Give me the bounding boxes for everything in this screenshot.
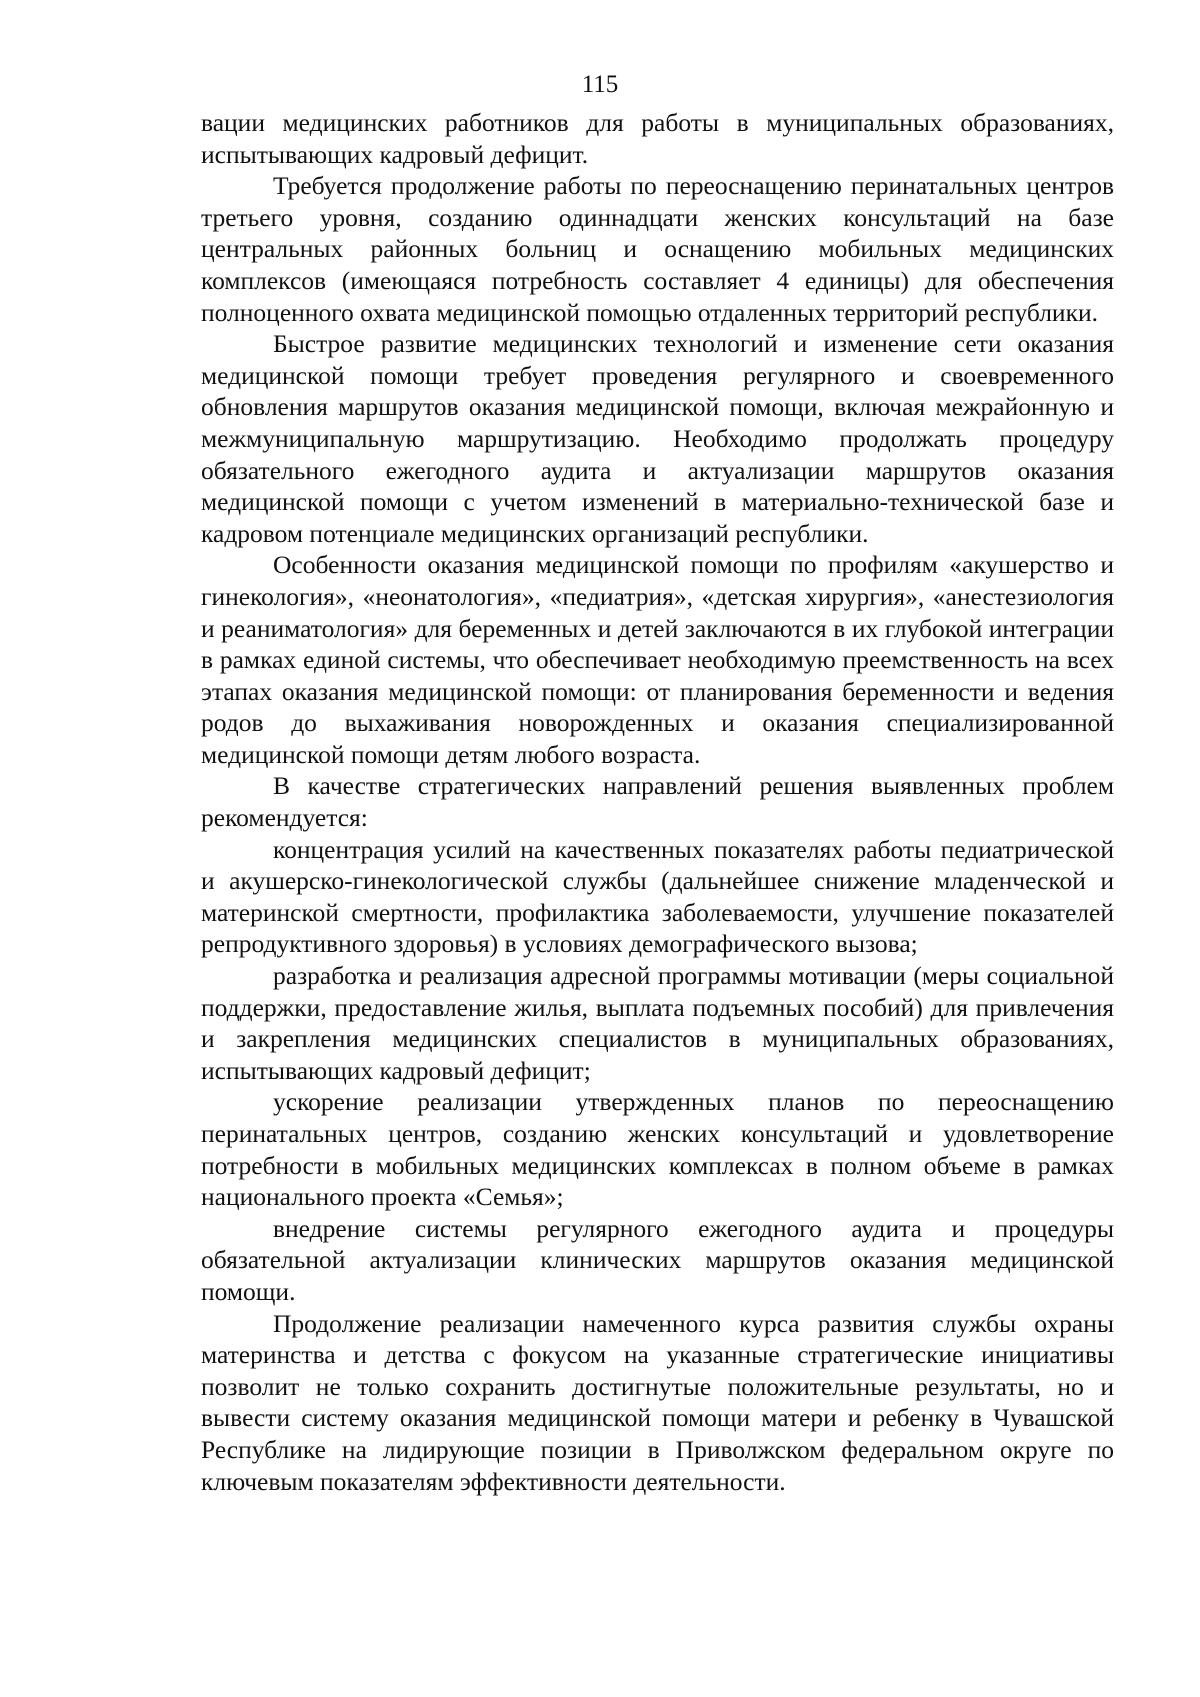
list-item-audit-system: внедрение системы регулярного ежегодного аудита и процедуры обязательной актуализации клинических маршрутов оказания медицинской помощи. (201, 1213, 1114, 1306)
list-item-motivation-program: разработка и реализация адресной программы мотивации (меры социальной поддержки, предоставление жилья, выплата подъемных пособий) для привлечения и закрепления медицинских специалистов в муниципальных образованиях, испытывающих кадровый дефицит; (201, 961, 1114, 1085)
list-item-quality-indicators: концентрация усилий на качественных показателях работы педиатрической и акушерско-гинекологической службы (дальнейшее снижение младенческой и материнской смертности, профилактика заболеваемости, улучшение показателей репродуктивного здоровья) в условиях демографического вызова; (201, 834, 1114, 959)
paragraph-perinatal-centers: Требуется продолжение работы по переоснащению перинатальных центров третьего уровня, созданию одиннадцати женских консультаций на базе центральных районных больниц и оснащению мобильных медицинских комплексов (имеющаяся потребность составляет 4 единицы) для обеспечения полноценного охвата медицинской помощью отдаленных территорий республики. (201, 171, 1114, 327)
paragraph-continuation: вации медицинских работников для работы в муниципальных образованиях, испытывающих кадровый дефицит. (201, 108, 1114, 169)
document-body (201, 107, 1114, 1497)
paragraph-routing-audit: Быстрое развитие медицинских технологий и изменение сети оказания медицинской помощи требует проведения регулярного и своевременного обновления маршрутов оказания медицинской помощи, включая межрайонную и межмуниципальную маршрутизацию. Необходимо продолжать процедуру обязательного ежегодного аудита и актуализации маршрутов оказания медицинской помощи с учетом изменений в материально-технической базе и кадровом потенциале медицинских организаций республики. (201, 329, 1114, 548)
paragraph-conclusion: Продолжение реализации намеченного курса развития службы охраны материнства и детства с фокусом на указанные стратегические инициативы позволит не только сохранить достигнутые положительные результаты, но и вывести систему оказания медицинской помощи матери и ребенку в Чувашской Республике на лидирующие позиции в Приволжском федеральном округе по ключевым показателям эффективности деятельности. (201, 1308, 1114, 1496)
page-number: 115 (581, 71, 619, 98)
paragraph-care-profiles: Особенности оказания медицинской помощи по профилям «акушерство и гинекология», «неонатология», «педиатрия», «детская хирургия», «анестезиология и реаниматология» для беременных и детей заключаются в их глубокой интеграции в рамках единой системы, что обеспечивает необходимую преемственность на всех этапах оказания медицинской помощи: от планирования беременности и ведения родов до выхаживания новорожденных и оказания специализированной медицинской помощи детям любого возраста. (201, 550, 1114, 769)
list-item-reequipment-plans: ускорение реализации утвержденных планов по переоснащению перинатальных центров, созданию женских консультаций и удовлетворение потребности в мобильных медицинских комплексах в полном объеме в рамках национального проекта «Семья»; (201, 1087, 1114, 1212)
paragraph-strategic-directions: В качестве стратегических направлений решения выявленных проблем рекомендуется: (201, 771, 1114, 833)
